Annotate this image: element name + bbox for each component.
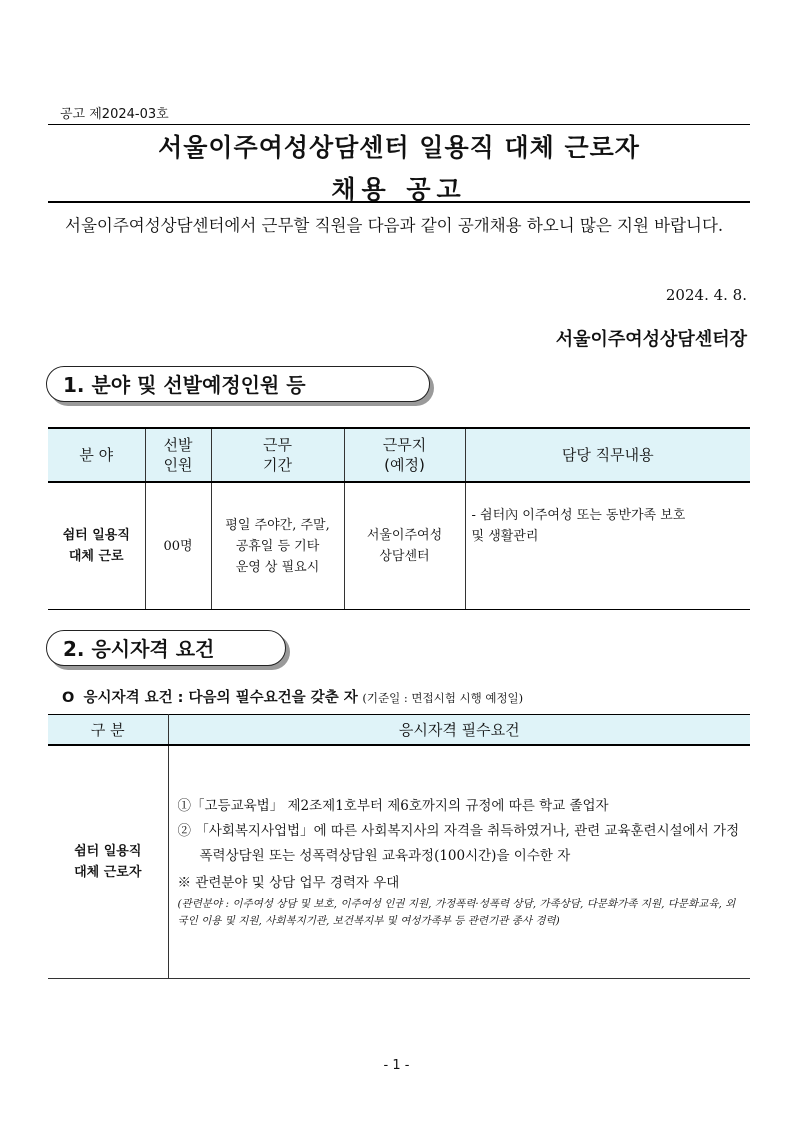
cell-category: 쉼터 일용직 대체 근로자 — [48, 745, 168, 979]
col-category: 구 분 — [48, 715, 168, 746]
table-row — [48, 745, 750, 979]
signer: 서울이주여성상담센터장 — [555, 329, 747, 350]
requirement-sub: (기준일 : 면접시험 시행 예정일) — [362, 691, 524, 705]
page-title: 서울이주여성상담센터 일용직 대체 근로자 — [158, 133, 640, 162]
col-location: 근무지 (예정) — [344, 428, 465, 482]
cell-period: 평일 주야간, 주말, 공휴일 등 기타 운영 상 필요시 — [211, 482, 344, 610]
col-requirements: 응시자격 필수요건 — [168, 715, 750, 746]
table-header-row — [48, 715, 750, 746]
intro-paragraph: 서울이주여성상담센터에서 근무할 직원을 다음과 같이 공개채용 하오니 많은 지원 바랍니다. — [65, 216, 724, 235]
cell-count: 00명 — [145, 482, 211, 610]
qualification-table — [48, 714, 750, 979]
title-rule — [48, 201, 750, 203]
table-header-row — [48, 428, 750, 482]
col-count: 선발 인원 — [145, 428, 211, 482]
notice-number: 공고 제2024-03호 — [60, 107, 169, 122]
header-rule — [48, 124, 750, 125]
table-row — [48, 482, 750, 610]
section1-heading: 1. 분야 및 선발예정인원 등 — [63, 373, 306, 397]
cell-duty: - 쉼터內 이주여성 또는 동반가족 보호 및 생활관리 — [465, 482, 750, 610]
col-duty: 담당 직무내용 — [465, 428, 750, 482]
cell-requirements — [168, 745, 750, 979]
preference-detail: (관련분야 : 이주여성 상담 및 보호, 이주여성 인권 지원, 가정폭력·성폭력 상담, 가족상담, 다문화가족 지원, 다문화교육, 외국인 이용 및 지원, 사회복지기관, 보건복지부 및 여성가족부 등 관련기관 종사 경력) — [177, 898, 736, 927]
cell-field: 쉼터 일용직 대체 근로 — [48, 482, 145, 610]
col-period: 근무 기간 — [211, 428, 344, 482]
notice-date: 2024. 4. 8. — [665, 286, 747, 304]
positions-table — [48, 427, 750, 610]
requirement-main: 응시자격 요건 : 다음의 필수요건을 갖춘 자 — [83, 690, 358, 706]
preference-note: ※ 관련분야 및 상담 업무 경력자 우대 — [177, 875, 400, 891]
cell-location: 서울이주여성 상담센터 — [344, 482, 465, 610]
requirement-item-2: ② 「사회복지사업법」에 따른 사회복지사의 자격을 취득하였거나, 관련 교육훈련시설에서 가정폭력상담원 또는 성폭력상담원 교육과정(100시간)을 이수한 자 — [177, 823, 740, 864]
page-subtitle: 채용 공고 — [331, 175, 467, 204]
section1-heading-box — [46, 366, 430, 402]
section2-heading-box — [46, 630, 286, 666]
col-field: 분 야 — [48, 428, 145, 482]
section2-heading: 2. 응시자격 요건 — [63, 637, 215, 661]
requirement-summary — [62, 686, 523, 707]
page-number: - 1 - — [383, 1058, 410, 1073]
requirement-item-1: ①「고등교육법」 제2조제1호부터 제6호까지의 규정에 따른 학교 졸업자 — [177, 798, 609, 814]
bullet-icon: O — [62, 690, 75, 706]
